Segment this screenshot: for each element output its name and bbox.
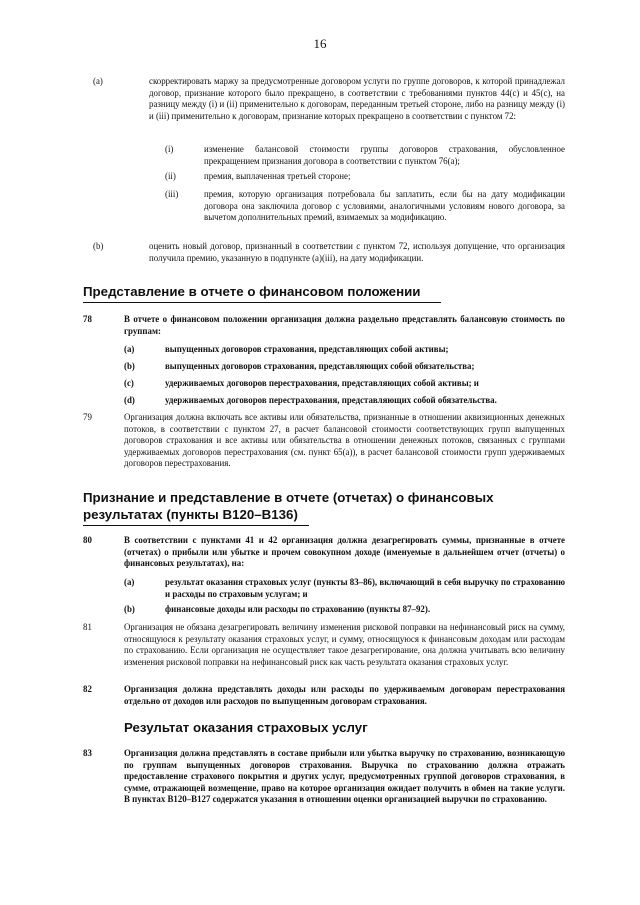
- p78-item-label-d: (d): [124, 395, 135, 405]
- subitem-text-iii: премия, которую организация потребовала бы заплатить, если бы на дату модификации договора она заключила договор с условиями, аналогичными условиям нового договора, за вычетом дополнительных премий, взимаемых за модификацию.: [204, 189, 565, 223]
- paragraph-number-83: 83: [83, 748, 92, 758]
- item-label-b: (b): [93, 241, 104, 251]
- heading-underline: [83, 302, 441, 303]
- paragraph-80: В соответствии с пунктами 41 и 42 организация должна дезагрегировать суммы, признанные в отчете (отчетах) о прибыли или убытке и прочем совокупном доходе (именуемые в дальнейшем отчет (отчеты) о финансовых результатах), на:: [124, 535, 565, 569]
- p80-item-label-b: (b): [124, 604, 135, 614]
- p78-item-b: выпущенных договоров страхования, представляющих собой обязательства;: [165, 361, 475, 371]
- section-heading-profit-loss-line2: результатах (пункты В120–В136): [83, 507, 298, 522]
- paragraph-83: Организация должна представлять в составе прибыли или убытка выручку по страхованию, возникающую по группам выпущенных договоров страхования. Выручка по страхованию должна отражать предоставление страхового покрытия и других услуг, предусмотренных группой договоров страхования, в сумме, отражающей возмещение, право на которое организация ожидает получить в обмен на такие услуги. В пунктах В120–В127 содержатся указания в отношении оценки организацией выручки по страхованию.: [124, 748, 565, 805]
- p78-item-label-b: (b): [124, 361, 135, 371]
- p78-item-c: удерживаемых договоров перестрахования, представляющих собой активы; и: [165, 378, 479, 388]
- subitem-label-iii: (iii): [165, 189, 179, 199]
- paragraph-82: Организация должна представлять доходы или расходы по удерживаемым договорам перестрахования отдельно от доходов или расходов по выпущенным договорам страхования.: [124, 684, 565, 706]
- page-number: 16: [313, 36, 327, 51]
- paragraph-79: Организация должна включать все активы или обязательства, признанные в отношении аквизиционных денежных потоков, в соответствии с пунктом 27, в расчет балансовой стоимости соответствующих групп выпущенных договоров страхования и все активы или обязательства в отношении денежных потоков, связанных с группами удерживаемых договоров перестрахования (см. пункт 65(а)), в расчет балансовой стоимости групп удерживаемых договоров перестрахования.: [124, 412, 565, 469]
- section-heading-profit-loss-line1: Признание и представление в отчете (отчетах) о финансовых: [83, 490, 494, 505]
- p80-item-b: финансовые доходы или расходы по страхованию (пункты 87–92).: [165, 604, 431, 614]
- subitem-label-ii: (ii): [165, 171, 176, 181]
- heading-underline: [83, 525, 309, 526]
- section-heading-insurance-service-result: Результат оказания страховых услуг: [124, 720, 368, 735]
- p80-item-a: результат оказания страховых услуг (пункты 83–86), включающий в себя выручку по страхованию и расходы по страховым услугам; и: [165, 577, 565, 599]
- p78-item-label-a: (a): [124, 344, 135, 354]
- item-text-b: оценить новый договор, признанный в соответствии с пунктом 72, используя допущение, что организация получила премию, указанную в подпункте (а)(iii), на дату модификации.: [149, 241, 565, 263]
- p80-item-label-a: (a): [124, 577, 135, 587]
- paragraph-number-80: 80: [83, 535, 92, 545]
- subitem-text-ii: премия, выплаченная третьей стороне;: [204, 171, 351, 181]
- item-label-a: (a): [93, 76, 103, 86]
- subitem-label-i: (i): [165, 144, 174, 154]
- paragraph-number-81: 81: [83, 622, 92, 632]
- p78-item-label-c: (c): [124, 378, 134, 388]
- paragraph-number-79: 79: [83, 412, 92, 422]
- paragraph-78: В отчете о финансовом положении организация должна раздельно представлять балансовую стоимость по группам:: [124, 314, 565, 336]
- paragraph-number-82: 82: [83, 684, 92, 694]
- section-heading-financial-position: Представление в отчете о финансовом положении: [83, 284, 421, 299]
- paragraph-81: Организация не обязана дезагрегировать величину изменения рисковой поправки на нефинансовый риск на сумму, относящуюся к результату оказания страховых услуг, и сумму, относящуюся к финансовым доходам или расходам по страхованию. Если организация не осуществляет такое дезагрегирование, она должна учитывать всю величину изменения рисковой поправки на нефинансовый риск как часть результата оказания страховых услуг.: [124, 622, 565, 667]
- item-text-a: скорректировать маржу за предусмотренные договором услуги по группе договоров, к которой принадлежал договор, признание которого было прекращено, в соответствии с требованиями пунктов 44(с) и 45(с), на разницу между (i) и (ii) применительно к договорам, переданным третьей стороне, либо на разницу между (i) и (iii) применительно к договорам, признание которых прекращено в соответствии с пунктом 72:: [149, 76, 565, 121]
- paragraph-number-78: 78: [83, 314, 92, 324]
- p78-item-d: удерживаемых договоров перестрахования, представляющих собой обязательства.: [165, 395, 497, 405]
- subitem-text-i: изменение балансовой стоимости группы договоров страхования, обусловленное прекращением признания договора в соответствии с пунктом 76(а);: [204, 144, 565, 166]
- p78-item-a: выпущенных договоров страхования, представляющих собой активы;: [165, 344, 449, 354]
